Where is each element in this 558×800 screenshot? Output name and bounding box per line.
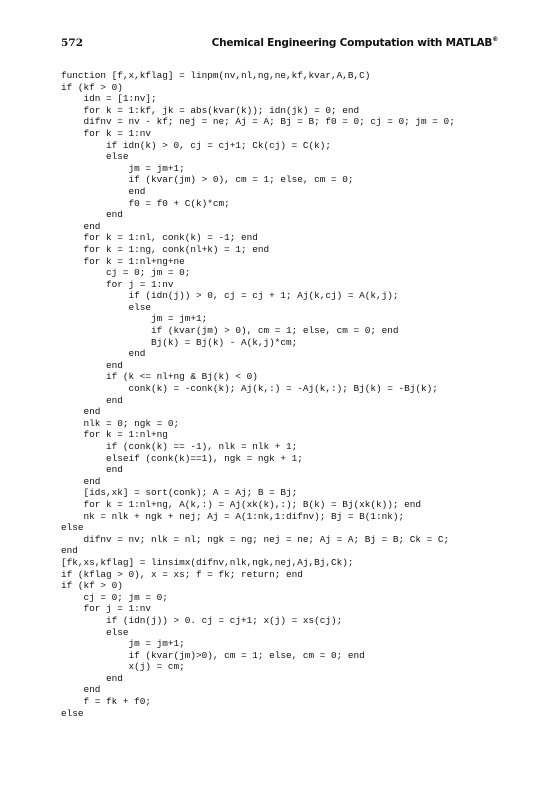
code-line: if (kflag > 0), x = xs; f = fk; return; end: [61, 568, 303, 580]
code-line: function [f,x,kflag] = linpm(nv,nl,ng,ne,kf,kvar,A,B,C): [61, 70, 371, 81]
code-line: end: [61, 185, 146, 197]
code-line: cj = 0; jm = 0;: [61, 267, 191, 279]
code-line: end: [61, 672, 123, 684]
code-line: for k = 1:nv: [61, 127, 152, 139]
page-header: [61, 37, 498, 53]
running-title-text: Chemical Engineering Computation with MATLAB: [211, 37, 493, 49]
code-line: end: [61, 464, 123, 476]
matlab-code-listing: [61, 70, 541, 719]
code-line: conk(k) = -conk(k); Aj(k,:) = -Aj(k,:); Bj(k) = -Bj(k);: [61, 383, 438, 395]
code-line: end: [61, 406, 101, 418]
code-line: end: [61, 684, 101, 696]
code-line: jm = jm+1;: [61, 638, 185, 650]
code-line: for k = 1:nl+ng+ne: [61, 255, 185, 267]
code-line: end: [61, 220, 101, 232]
code-line: [fk,xs,kflag] = linsimx(difnv,nlk,ngk,nej,Aj,Bj,Ck);: [61, 556, 354, 568]
code-line: if (kf > 0): [61, 81, 123, 93]
code-line: for k = 1:nl+ng: [61, 429, 168, 441]
code-line: difnv = nv; nlk = nl; ngk = ng; nej = ne; Aj = A; Bj = B; Ck = C;: [61, 533, 450, 545]
code-line: else: [61, 626, 129, 638]
code-line: difnv = nv - kf; nej = ne; Aj = A; Bj = B; f0 = 0; cj = 0; jm = 0;: [61, 116, 455, 128]
code-line: nlk = 0; ngk = 0;: [61, 417, 180, 429]
code-line: f0 = f0 + C(k)*cm;: [61, 197, 230, 209]
code-line: end: [61, 209, 123, 221]
code-line: end: [61, 359, 123, 371]
page-number: 572: [61, 37, 84, 49]
code-line: else: [61, 151, 129, 163]
code-line: if (idn(j)) > 0. cj = cj+1; x(j) = xs(cj);: [61, 614, 343, 626]
code-line: for k = 1:ng, conk(nl+k) = 1; end: [61, 243, 270, 255]
code-line: end: [61, 348, 146, 360]
code-line: for j = 1:nv: [61, 278, 174, 290]
code-line: for k = 1:kf, jk = abs(kvar(k)); idn(jk) = 0; end: [61, 104, 360, 116]
code-line: [ids,xk] = sort(conk); A = Aj; B = Bj;: [61, 487, 298, 499]
code-line: if idn(k) > 0, cj = cj+1; Ck(cj) = C(k);: [61, 139, 332, 151]
code-line: if (kvar(jm)>0), cm = 1; else, cm = 0; end: [61, 649, 365, 661]
code-line: if (k <= nl+ng & Bj(k) < 0): [61, 371, 258, 383]
code-line: cj = 0; jm = 0;: [61, 591, 168, 603]
code-line: end: [61, 394, 123, 406]
code-line: if (kvar(jm) > 0), cm = 1; else, cm = 0; end: [61, 325, 399, 337]
code-line: jm = jm+1;: [61, 313, 208, 325]
registered-mark: ®: [492, 36, 498, 43]
code-line: end: [61, 545, 78, 557]
code-line: else: [61, 707, 84, 719]
code-line: nk = nlk + ngk + nej; Aj = A(1:nk,1:difnv); Bj = B(1:nk);: [61, 510, 405, 522]
code-line: f = fk + f0;: [61, 696, 152, 708]
code-line: if (idn(j)) > 0, cj = cj + 1; Aj(k,cj) = A(k,j);: [61, 290, 399, 302]
code-line: end: [61, 475, 101, 487]
code-line: else: [61, 301, 152, 313]
code-line: for j = 1:nv: [61, 603, 152, 615]
code-line: else: [61, 522, 84, 534]
code-line: if (conk(k) == -1), nlk = nlk + 1;: [61, 441, 298, 452]
code-line: for k = 1:nl, conk(k) = -1; end: [61, 232, 258, 244]
code-line: Bj(k) = Bj(k) - A(k,j)*cm;: [61, 336, 298, 348]
code-line: idn = [1:nv];: [61, 93, 157, 105]
code-line: if (kvar(jm) > 0), cm = 1; else, cm = 0;: [61, 174, 354, 186]
code-line: x(j) = cm;: [61, 661, 185, 673]
running-title: [212, 37, 498, 49]
code-line: for k = 1:nl+ng, A(k,:) = Aj(xk(k),:); B(k) = Bj(xk(k)); end: [61, 498, 422, 510]
code-line: jm = jm+1;: [61, 162, 185, 174]
code-line: elseif (conk(k)==1), ngk = ngk + 1;: [61, 452, 303, 464]
code-line: if (kf > 0): [61, 580, 123, 592]
